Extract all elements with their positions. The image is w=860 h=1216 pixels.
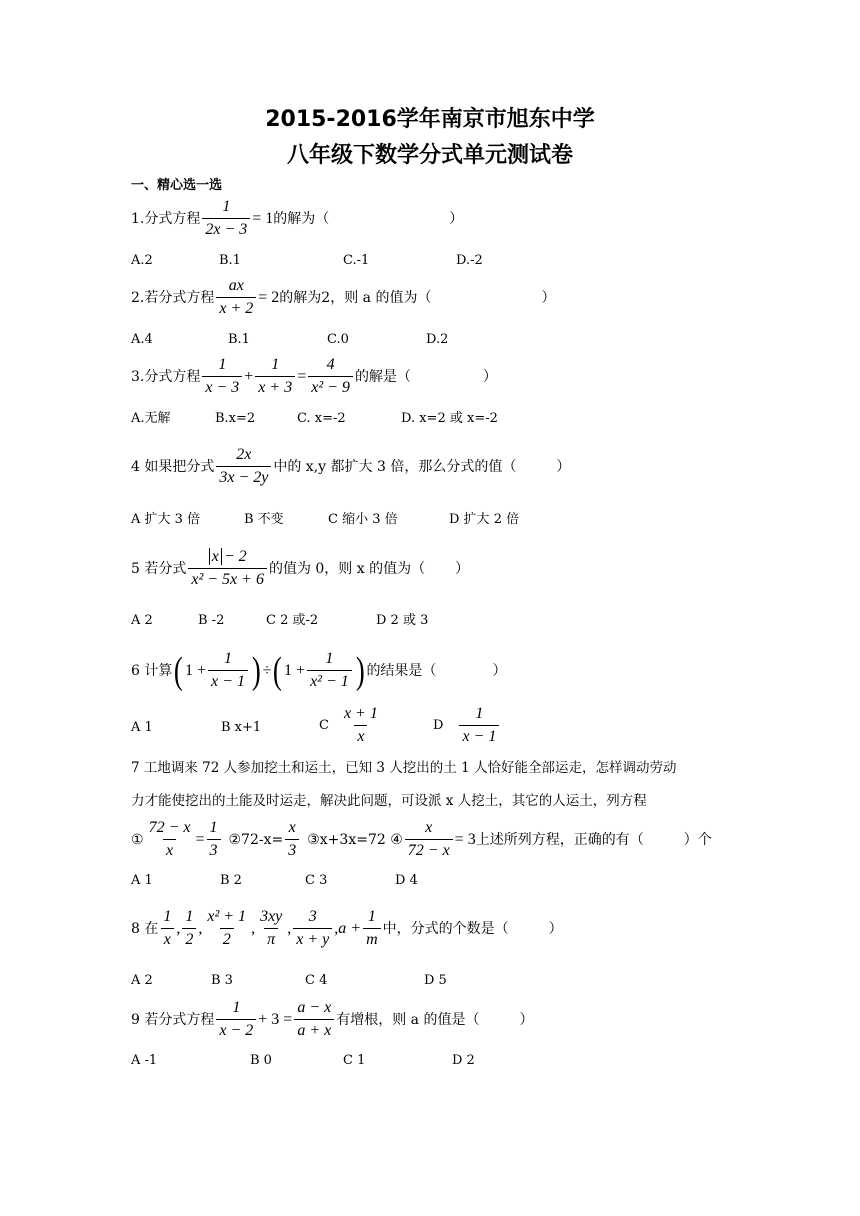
q3-plus: + [244, 367, 254, 385]
q8-close: ） [548, 920, 563, 937]
q7-option-b: B 2 [220, 873, 242, 888]
q8-option-d: D 5 [424, 973, 447, 988]
question-4 [131, 446, 570, 487]
question-2 [131, 277, 555, 318]
q6-option-d: D $\frac{1}{x - 1}$ [433, 705, 501, 746]
q3-option-a: A.无解 [131, 411, 171, 426]
q2-option-d: D.2 [426, 332, 449, 347]
q8-prefix: 8 在 [131, 920, 159, 937]
q8-option-b: B 3 [211, 973, 233, 988]
q5-close: ） [455, 560, 470, 577]
q3-fraction-2: $\frac{1}{x + 3}$ [255, 356, 295, 397]
q1-option-d: D.-2 [456, 253, 483, 268]
q5-option-c: C 2 或-2 [266, 613, 319, 628]
q5-fraction: $\frac{x - 2}{\text{x² − 5x + 6}}$ [188, 548, 267, 589]
q7-option-d: D 4 [395, 873, 418, 888]
question-8: 8 在 $\frac{1}{x}$ , $\frac{1}{2}$ , $\frac{\text{x² + 1}}{2}$ , $\frac{3xy}{\pi}$ , $\frac{3}{x + y}$ , a + $\frac{1}{m}$ 中，分式的个数是（ ） [131, 908, 563, 948]
q3-prefix: 3.分式方程 [131, 368, 201, 385]
section-heading: 一、精心选一选 [131, 178, 223, 193]
q2-suffix: 的解为2，则 a 的值为（ [279, 289, 432, 306]
q2-option-c: C.0 [327, 332, 349, 347]
q5-option-a: A 2 [131, 613, 153, 628]
q3-suffix: 的解是（ [354, 368, 411, 385]
question-1 [131, 198, 463, 239]
q5-prefix: 5 若分式 [131, 560, 187, 577]
q3-option-c: C. x=-2 [297, 411, 346, 426]
q6-close: ） [492, 662, 507, 679]
q6-fraction-2: $\frac{1}{\text{x² − 1}}$ [307, 650, 352, 691]
q8-option-c: C 4 [305, 973, 328, 988]
q2-option-b: B.1 [228, 332, 250, 347]
q5-suffix: 的值为 0，则 x 的值为（ [268, 560, 426, 577]
q4-suffix: 中的 x,y 都扩大 3 倍，那么分式的值（ [273, 458, 517, 475]
q6-right-paren-2: ) [355, 649, 365, 692]
q7-suffix: 上述所列方程，正确的有（ [475, 831, 644, 848]
q6-divide: ÷ [262, 661, 272, 679]
q4-option-a: A 扩大 3 倍 [131, 512, 201, 527]
q2-fraction: $\frac{ax}{x + 2}$ [216, 277, 256, 318]
q5-option-b: B -2 [198, 613, 225, 628]
q6-left-paren-1: ( [174, 649, 184, 692]
q2-equals: = 2 [258, 288, 280, 306]
exam-title-line1: 2015-2016学年南京市旭东中学 [265, 107, 595, 132]
q3-close: ） [482, 368, 497, 385]
question-9: 9 若分式方程 $\frac{1}{x - 2}$ + 3 = $\frac{a - x}{a + x}$ 有增根，则 a 的值是（ ） [131, 999, 534, 1039]
q7-eq1-right: $\frac{1}{3}$ [207, 819, 221, 860]
q4-prefix: 4 如果把分式 [131, 458, 215, 475]
question-3 [131, 356, 497, 397]
question-5 [131, 548, 469, 589]
q6-option-a: A 1 [131, 720, 153, 735]
q2-prefix: 2.若分式方程 [131, 289, 215, 306]
q9-option-b: B 0 [250, 1053, 272, 1068]
q2-option-a: A.4 [131, 332, 153, 347]
q4-option-b: B 不变 [244, 512, 284, 527]
q3-fraction-1: $\frac{1}{x - 3}$ [202, 356, 242, 397]
q7-eq2-frac: $\frac{x}{3}$ [285, 819, 299, 860]
q6-suffix: 的结果是（ [366, 662, 437, 679]
q1-option-a: A.2 [131, 253, 153, 268]
q1-prefix: 1.分式方程 [131, 210, 201, 227]
q1-suffix: 的解为（ [273, 210, 330, 227]
q1-equals: = 1 [252, 209, 274, 227]
q7-text-line2: 力才能使挖出的土能及时运走，解决此问题，可设派 x 人挖土，其它的人运土，列方程 [131, 793, 647, 809]
q7-eq1-left: $\frac{72 - x}{x}$ [148, 819, 191, 859]
q6-option-c: C $\frac{x + 1}{x}$ [319, 705, 378, 745]
exam-title-line2: 八年级下数学分式单元测试卷 [286, 143, 573, 168]
q4-fraction: $\frac{2x}{3x - 2y}$ [216, 446, 271, 487]
q7-equations: ① $\frac{72 - x}{x}$ = $\frac{1}{3}$ ②72-x= $\frac{x}{3}$ ③x+3x=72 ④ $\frac{x}{72 - x}$ = 3 上述所列方程，正确的有（ ）个 [131, 819, 712, 859]
q4-close: ） [556, 458, 571, 475]
q8-suffix: 中，分式的个数是（ [382, 920, 509, 937]
q9-option-d: D 2 [452, 1053, 475, 1068]
q9-suffix: 有增根，则 a 的值是（ [336, 1011, 480, 1028]
q6-option-b: B x+1 [221, 720, 262, 735]
q1-option-c: C.-1 [343, 253, 370, 268]
q8-option-a: A 2 [131, 973, 153, 988]
q3-option-b: B.x=2 [215, 411, 256, 426]
q9-option-c: C 1 [343, 1053, 366, 1068]
q1-close: ） [449, 210, 464, 227]
q9-prefix: 9 若分式方程 [131, 1011, 215, 1028]
q3-option-d: D. x=2 或 x=-2 [401, 411, 498, 426]
q6-fraction-1: $\frac{1}{x - 1}$ [208, 650, 248, 691]
q7-close: ）个 [683, 831, 712, 848]
q4-option-c: C 缩小 3 倍 [328, 512, 398, 527]
q7-eq4-frac: $\frac{x}{72 - x}$ [405, 819, 453, 860]
q7-option-c: C 3 [305, 873, 328, 888]
q3-equals: = [297, 367, 307, 385]
q9-option-a: A -1 [131, 1053, 158, 1068]
q1-fraction: $\frac{1}{2x - 3}$ [202, 198, 250, 239]
q9-close: ） [519, 1011, 534, 1028]
q2-close: ） [541, 289, 556, 306]
q6-prefix: 6 计算 [131, 662, 173, 679]
q6-right-paren-1: ) [251, 649, 261, 692]
question-6: 6 计算 ( 1 + $\frac{1}{x - 1}$ ) ÷ ( 1 + $\frac{1}{\text{x² − 1}}$ ) 的结果是（ ） [131, 649, 507, 692]
q5-option-d: D 2 或 3 [376, 613, 429, 628]
q3-fraction-3: $\frac{4}{\text{x² − 9}}$ [308, 356, 353, 397]
q4-option-d: D 扩大 2 倍 [449, 512, 520, 527]
q6-left-paren-2: ( [273, 649, 283, 692]
q7-text-line1: 7 工地调来 72 人参加挖土和运土，已知 3 人挖出的土 1 人恰好能全部运走，怎样调动劳动 [131, 760, 677, 776]
q7-option-a: A 1 [131, 873, 153, 888]
q1-option-b: B.1 [219, 253, 241, 268]
